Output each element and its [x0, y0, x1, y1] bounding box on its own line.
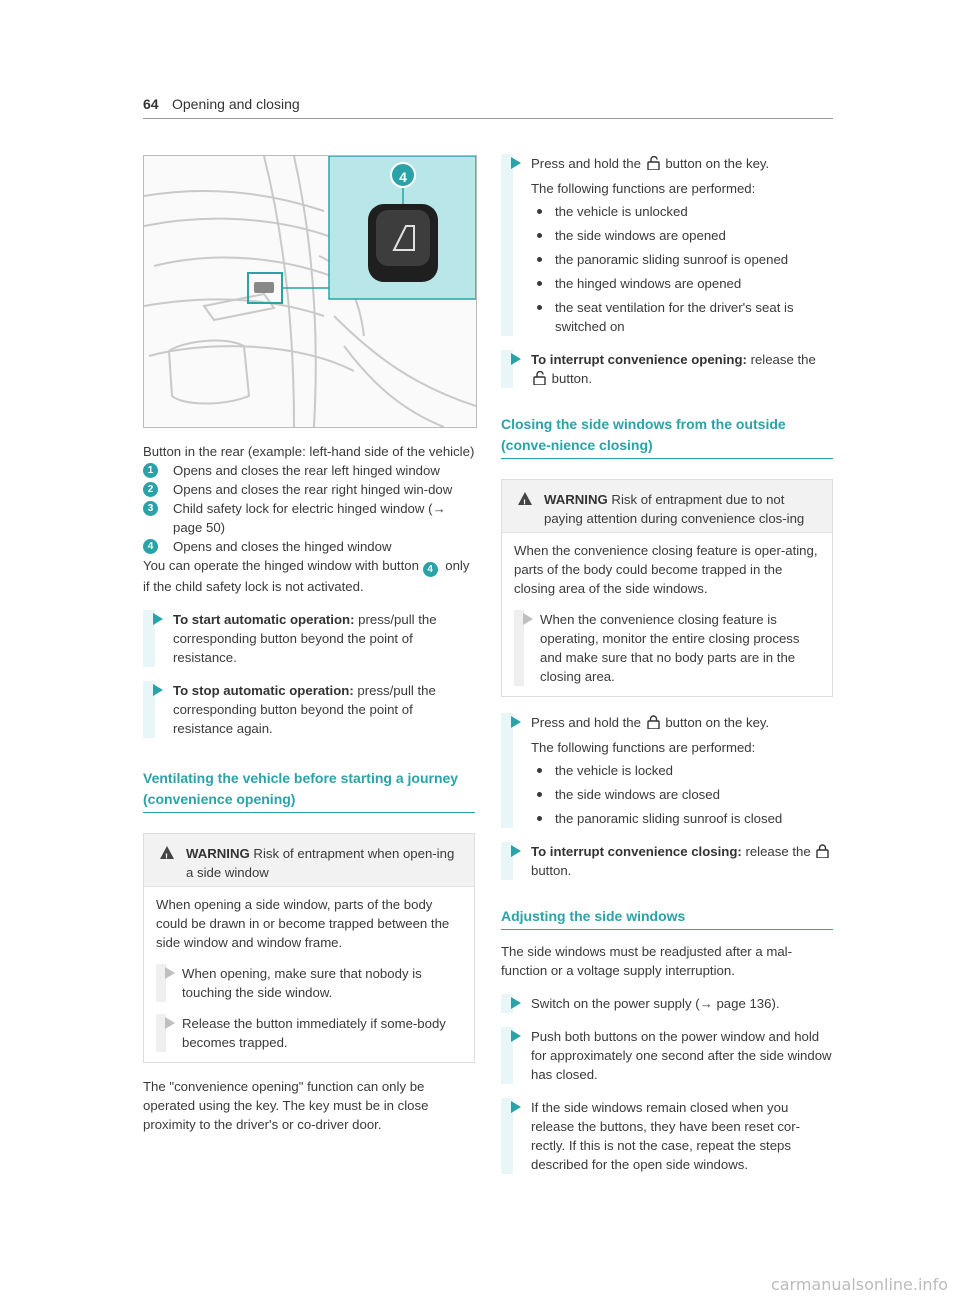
door-illustration-svg: [144, 156, 476, 427]
instruction-step: [501, 994, 833, 1013]
step-text: release the: [746, 352, 816, 367]
lock-icon: [816, 844, 829, 858]
instruction-step: [143, 610, 475, 667]
figure-caption: Button in the rear (example: left-hand side of the vehicle): [143, 444, 475, 459]
step-text: button on the key.: [665, 156, 770, 171]
step-text: button.: [531, 863, 572, 878]
step-label: To stop automatic operation:: [173, 683, 354, 698]
hinged-window-paragraph: [143, 556, 475, 596]
callout-4: [390, 162, 416, 188]
step-text: Switch on the power supply (→ page 136).: [531, 996, 780, 1011]
page-header: [143, 96, 833, 119]
legend-text: Child safety lock for electric hinged window (→ page 50): [173, 501, 446, 535]
convenience-paragraph: The "convenience opening" function can only be operated using the key. The key must be in close proximity to the driver's or co-driver door.: [143, 1079, 429, 1132]
list-item: the side windows are opened: [531, 226, 833, 245]
step-text: Press and hold the: [531, 715, 641, 730]
open-functions-list: [531, 202, 833, 336]
arrow-icon: [153, 684, 163, 696]
arrow-icon: [511, 1101, 521, 1113]
warning-icon: [160, 846, 174, 859]
step-text: release the: [741, 844, 811, 859]
instruction-step: [143, 681, 475, 738]
list-item: the panoramic sliding sunroof is closed: [531, 809, 833, 828]
page-number: 64: [143, 96, 159, 112]
unlock-icon: [533, 371, 546, 385]
legend-text: Opens and closes the hinged window: [173, 539, 392, 554]
functions-intro: The following functions are performed:: [531, 181, 756, 196]
legend-item: [143, 480, 475, 499]
arrow-icon: [511, 845, 521, 857]
number-badge: 4: [423, 562, 438, 577]
step-label: To interrupt convenience closing:: [531, 844, 742, 859]
number-badge: 1: [143, 463, 158, 478]
legend-text: Opens and closes the rear right hinged win-dow: [173, 482, 453, 497]
warning-title: Risk of entrapment when open-ing a side window: [186, 846, 455, 880]
warning-title: Risk of entrapment due to not paying attention during convenience clos-ing: [544, 492, 805, 526]
callout-4-label: 4: [399, 169, 407, 185]
watermark: carmanualsonline.info: [770, 1275, 948, 1294]
list-item: the hinged windows are opened: [531, 274, 833, 293]
arrow-icon: [511, 997, 521, 1009]
step-text: If the side windows remain closed when you release the buttons, they have been reset cor-rectly. If this is not the case, repeat the steps described for the open side windows.: [531, 1100, 801, 1172]
number-badge: 3: [143, 501, 158, 516]
step-text: Press and hold the: [531, 156, 641, 171]
arrow-icon: [165, 967, 175, 979]
arrow-icon: [153, 613, 163, 625]
right-column: [501, 146, 833, 1174]
legend-item: [143, 461, 475, 480]
list-item: the vehicle is unlocked: [531, 202, 833, 221]
instruction-step: [501, 1098, 833, 1174]
warning-step: [156, 1014, 462, 1052]
page-title: Opening and closing: [172, 96, 300, 112]
warning-box: [501, 479, 833, 697]
list-item: the panoramic sliding sunroof is opened: [531, 250, 833, 269]
arrow-icon: [511, 353, 521, 365]
paragraph-text: only if the child safety lock is not activated.: [143, 558, 470, 594]
warning-body: When opening a side window, parts of the body could be drawn in or become trapped between the side window and window frame.: [156, 897, 450, 950]
arrow-icon: [511, 716, 521, 728]
instruction-step: [501, 842, 833, 880]
warning-box: [143, 833, 475, 1063]
instruction-step: [501, 1027, 833, 1084]
functions-intro: The following functions are performed:: [531, 740, 756, 755]
step-label: To start automatic operation:: [173, 612, 355, 627]
warning-label: WARNING: [544, 492, 608, 507]
arrow-icon: [165, 1017, 175, 1029]
number-badge: 4: [143, 539, 158, 554]
warning-step-text: When the convenience closing feature is operating, monitor the entire closing process and make sure that no body parts are in the closing area.: [540, 612, 800, 684]
instruction-step: [501, 713, 833, 828]
instruction-step: [501, 350, 833, 388]
legend-text: Opens and closes the rear left hinged window: [173, 463, 440, 478]
arrow-icon: [523, 613, 533, 625]
section-heading: Adjusting the side windows: [501, 906, 833, 930]
lock-icon: [647, 715, 660, 729]
legend-item: [143, 537, 475, 556]
close-functions-list: [531, 761, 833, 828]
warning-step-text: When opening, make sure that nobody is touching the side window.: [182, 966, 422, 1000]
step-label: To interrupt convenience opening:: [531, 352, 747, 367]
legend-item: [143, 499, 475, 537]
paragraph-text: You can operate the hinged window with button: [143, 558, 419, 573]
left-column: [143, 442, 475, 1134]
step-text: press/pull the corresponding button beyond the point of resistance.: [173, 612, 437, 665]
warning-step: [514, 610, 820, 686]
warning-step-text: Release the button immediately if some-body becomes trapped.: [182, 1016, 446, 1050]
section-heading: Closing the side windows from the outside (conve-nience closing): [501, 414, 833, 459]
door-button-illustration: [143, 155, 477, 428]
step-text: button.: [551, 371, 593, 386]
unlock-icon: [647, 156, 660, 170]
adjust-paragraph: The side windows must be readjusted after a mal-function or a voltage supply interruption.: [501, 944, 792, 978]
list-item: the seat ventilation for the driver's seat is switched on: [531, 298, 833, 336]
step-text: Push both buttons on the power window and hold for approximately one second after the side window has closed.: [531, 1029, 832, 1082]
number-badge: 2: [143, 482, 158, 497]
button-legend: [143, 461, 475, 556]
step-text: press/pull the corresponding button beyond the point of resistance again.: [173, 683, 436, 736]
list-item: the side windows are closed: [531, 785, 833, 804]
warning-icon: [518, 492, 532, 505]
list-item: the vehicle is locked: [531, 761, 833, 780]
instruction-step: [501, 154, 833, 336]
section-heading: Ventilating the vehicle before starting a journey (convenience opening): [143, 768, 475, 813]
arrow-icon: [511, 1030, 521, 1042]
warning-step: [156, 964, 462, 1002]
warning-label: WARNING: [186, 846, 250, 861]
warning-body: When the convenience closing feature is oper-ating, parts of the body could become trapped in the closing area of the side windows.: [514, 543, 818, 596]
step-text: button on the key.: [665, 715, 770, 730]
arrow-icon: [511, 157, 521, 169]
